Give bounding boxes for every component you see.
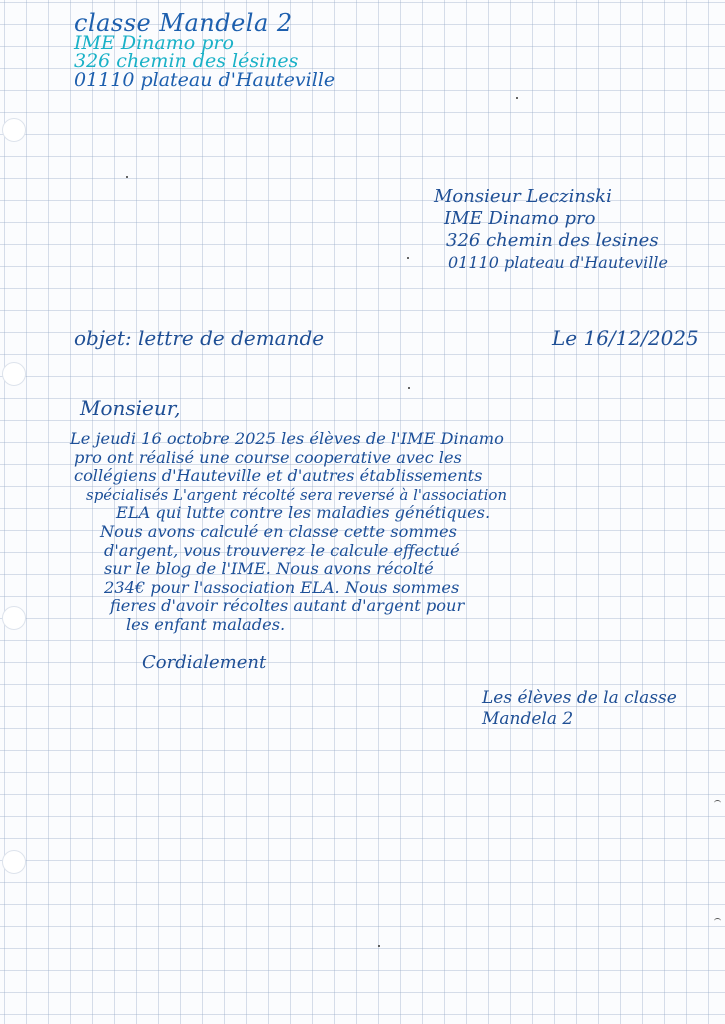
paper-speck — [407, 257, 409, 259]
recipient-address — [432, 186, 668, 274]
body-line: 234€ pour l'association ELA. Nous sommes — [104, 577, 460, 597]
paper-speck — [408, 387, 410, 389]
sender-org: IME Dinamo pro — [74, 32, 234, 54]
recipient-name: Monsieur Leczinski — [434, 186, 612, 207]
body-line: spécialisés L'argent récolté sera reversé à l'association — [86, 485, 508, 504]
margin-mark — [714, 800, 721, 806]
binder-hole — [2, 850, 26, 874]
sender-street: 326 chemin des lésines — [74, 50, 299, 72]
paper-speck — [378, 945, 380, 947]
sender-class: classe Mandela 2 — [74, 9, 293, 37]
body-line: pro ont réalisé une course cooperative avec les — [74, 447, 462, 467]
binder-hole — [2, 606, 26, 630]
letter-subject: objet: lettre de demande — [74, 326, 325, 350]
signature-line2: Mandela 2 — [482, 709, 574, 729]
sender-address — [74, 9, 336, 91]
body-line: d'argent, vous trouverez le calcule effectué — [104, 540, 460, 560]
body-line: Le jeudi 16 octobre 2025 les élèves de l'IME Dinamo — [70, 429, 504, 448]
recipient-street: 326 chemin des lesines — [446, 230, 659, 251]
body-line: les enfant malades. — [126, 614, 286, 634]
body-line: fieres d'avoir récoltes autant d'argent pour — [110, 596, 465, 616]
margin-mark — [714, 918, 721, 924]
sender-city: 01110 plateau d'Hauteville — [74, 69, 336, 91]
body-line: collégiens d'Hauteville et d'autres établissements — [74, 466, 483, 486]
letter-date: Le 16/12/2025 — [552, 326, 699, 350]
closing: Cordialement — [142, 652, 267, 673]
body-line: Nous avons calculé en classe cette sommes — [100, 521, 457, 541]
paper-speck — [126, 176, 128, 178]
paper-speck — [516, 97, 518, 99]
body-line: ELA qui lutte contre les maladies génétiques. — [116, 503, 491, 523]
binder-hole — [2, 118, 26, 142]
signature-line1: Les élèves de la classe — [482, 688, 677, 708]
signature — [482, 688, 677, 730]
recipient-org: IME Dinamo pro — [444, 208, 596, 229]
body-line: sur le blog de l'IME. Nous avons récolté — [104, 559, 434, 579]
binder-holes — [0, 0, 30, 1024]
recipient-city: 01110 plateau d'Hauteville — [448, 253, 668, 272]
salutation: Monsieur, — [80, 396, 181, 420]
binder-hole — [2, 362, 26, 386]
letter-body — [70, 430, 722, 635]
